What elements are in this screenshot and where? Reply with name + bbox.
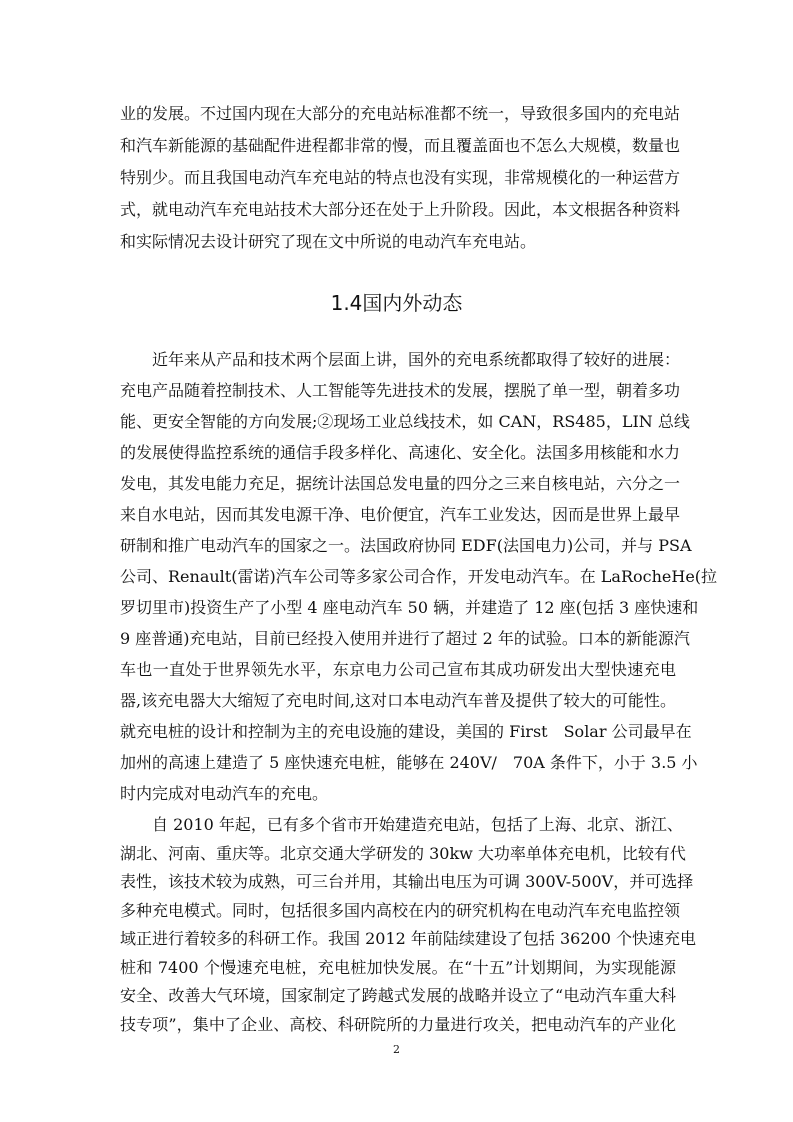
text-line: 技专项”，集中了企业、高校、科研院所的力量进行攻关，把电动汽车的产业化 [120, 1014, 676, 1034]
section-heading: 1.4国内外动态 [330, 291, 463, 315]
text-line: 研制和推广电动汽车的国家之一。法国政府协同 EDF(法国电力)公司，并与 PSA [120, 536, 692, 555]
text-line: 加州的高速上建造了 5 座快速充电桩，能够在 240V/ 70A 条件下，小于 3.5 小 [120, 753, 698, 772]
text-line: 安全、改善大气环境，国家制定了跨越式发展的战略并设立了“电动汽车重大科 [120, 986, 676, 1005]
text-line: 能、更安全智能的方向发展;②现场工业总线技术，如 CAN，RS485，LIN 总线 [120, 412, 690, 431]
text-line: 发电，其发电能力充足，据统计法国总发电量的四分之三来自核电站，六分之一 [120, 474, 681, 493]
text-line: 充电产品随着控制技术、人工智能等先进技术的发展，摆脱了单一型，朝着多功 [120, 381, 681, 400]
text-line: 湖北、河南、重庆等。北京交通大学研发的 30kw 大功率单体充电机，比较有代 [120, 843, 686, 863]
text-line: 和汽车新能源的基础配件进程都非常的慢，而且覆盖面也不怎么大规模，数量也 [120, 136, 681, 155]
page-number: 2 [393, 1043, 400, 1056]
text-line: 表性，该技术较为成熟，可三台并用，其输出电压为可调 300V-500V，并可选择 [120, 872, 694, 891]
text-line: 时内完成对电动汽车的充电。 [120, 784, 329, 803]
text-line: 器,该充电器大大缩短了充电时间,这对口本电动汽车普及提供了较大的可能性。 [120, 691, 676, 710]
text-line: 就充电桩的设计和控制为主的充电设施的建设，美国的 First Solar 公司最早在 [120, 722, 692, 741]
text-line: 和实际情况去设计研究了现在文中所说的电动汽车充电站。 [120, 232, 537, 251]
text-line: 9 座普通)充电站，目前已经投入使用并进行了超过 2 年的试验。口本的新能源汽 [120, 629, 690, 648]
text-line: 多种充电模式。同时，包括很多国内高校在内的研究机构在电动汽车充电监控领 [120, 900, 681, 920]
text-line: 域正进行着较多的科研工作。我国 2012 年前陆续建设了包括 36200 个快速充电 [120, 929, 696, 948]
text-line: 特别少。而且我国电动汽车充电站的特点也没有实现，非常规模化的一种运营方 [120, 168, 681, 187]
text-line: 罗切里市)投资生产了小型 4 座电动汽车 50 辆，并建造了 12 座(包括 3 座快速和 [120, 598, 699, 617]
text-line: 车也一直处于世界领先水平，东京电力公司己宣布其成功研发出大型快速充电 [120, 660, 676, 679]
text-line: 公司、Renault(雷诺)汽车公司等多家公司合作，开发电动汽车。在 LaRocheHe(拉 [120, 567, 718, 586]
text-line: 近年来从产品和技术两个层面上讲，国外的充电系统都取得了较好的进展： [152, 350, 681, 369]
text-line: 桩和 7400 个慢速充电桩，充电桩加快发展。在“十五”计划期间，为实现能源 [120, 957, 676, 977]
text-line: 的发展使得监控系统的通信手段多样化、高速化、安全化。法国多用核能和水力 [120, 443, 681, 462]
text-line: 自 2010 年起，已有多个省市开始建造充电站，包括了上海、北京、浙江、 [152, 815, 683, 834]
text-line: 来自水电站，因而其发电源干净、电价便宜，汽车工业发达，因而是世界上最早 [120, 505, 681, 524]
text-line: 式，就电动汽车充电站技术大部分还在处于上升阶段。因此，本文根据各种资料 [120, 200, 681, 219]
text-line: 业的发展。不过国内现在大部分的充电站标准都不统一，导致很多国内的充电站 [120, 104, 681, 123]
